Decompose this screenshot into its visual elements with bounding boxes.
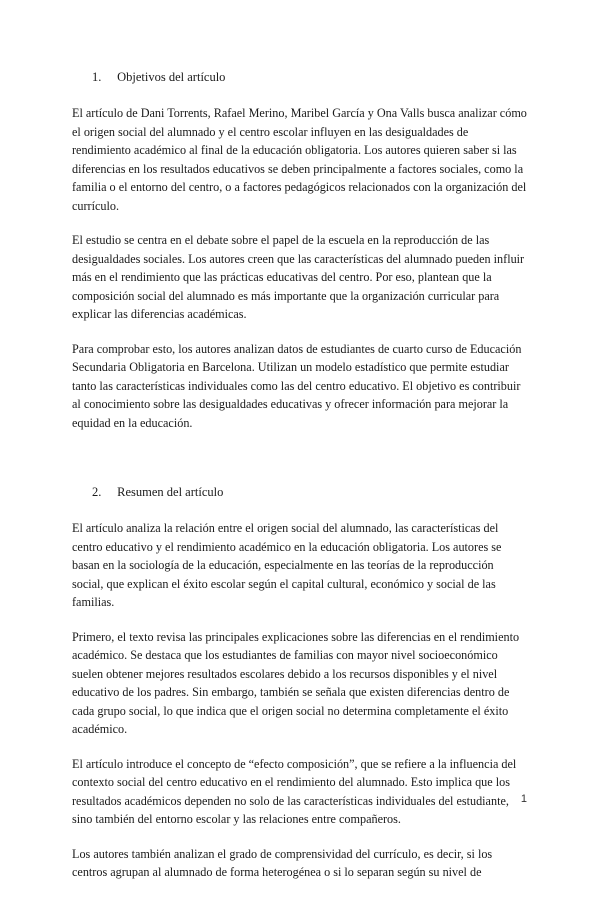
section-spacer — [72, 448, 528, 484]
section-number: 2. — [92, 485, 102, 499]
paragraph: El artículo de Dani Torrents, Rafael Merino, Maribel García y Ona Valls busca analizar cómo el origen social del alumnado y el centro escolar influyen en las desigualdades de rendimiento académico al final de la educación obligatoria. Los autores quieren saber si las diferencias en los resultados educativos se deben principalmente a factores sociales, como la familia o el entorno del centro, o a factores pedagógicos relacionados con la organización del currículo. — [72, 106, 527, 213]
paragraph: Para comprobar esto, los autores analizan datos de estudiantes de cuarto curso de Educación Secundaria Obligatoria en Barcelona. Utilizan un modelo estadístico que permite estudiar tanto las características individuales como las del centro educativo. El objetivo es contribuir al conocimiento sobre las desigualdades educativas y ofrecer información para mejorar la equidad en la educación. — [72, 341, 522, 430]
paragraph: El artículo analiza la relación entre el origen social del alumnado, las características del centro educativo y el rendimiento académico en la educación obligatoria. Los autores se basan en la sociología de la educación, especialmente en las teorías de la reproducción social, que explican el éxito escolar según el capital cultural, económico y social de las familias. — [72, 521, 502, 609]
paragraph: El estudio se centra en el debate sobre el papel de la escuela en la reproducción de las desigualdades sociales. Los autores creen que las características del alumnado pueden influir más en el rendimiento que las prácticas educativas del centro. Por eso, plantean que la composición social del alumnado es más importante que la organización curricular para explicar las diferencias académicas. — [72, 233, 525, 321]
section-title: Objetivos del artículo — [117, 70, 226, 84]
section-title: Resumen del artículo — [117, 485, 224, 499]
paragraph: El artículo introduce el concepto de “efecto composición”, que se refiere a la influencia del contexto social del centro educativo en el rendimiento del alumnado. Esto implica que los resultados académicos dependen no solo de las características individuales del estudiante, sino también del entorno escolar y las relaciones entre compañeros. — [72, 756, 517, 826]
paragraph: Primero, el texto revisa las principales explicaciones sobre las diferencias en el rendimiento académico. Se destaca que los estudiantes de familias con mayor nivel socioeconómico suelen obtener mejores resultados escolares debido a los recursos disponibles y el nivel educativo de los padres. Sin embargo, también se señala que existen diferencias dentro de cada grupo social, lo que indica que el origen social no determina completamente el éxito académico. — [72, 629, 520, 736]
document-body — [72, 69, 528, 898]
page-number: 1 — [520, 793, 527, 805]
section-heading-objetivos — [72, 69, 528, 86]
section-heading-resumen — [72, 484, 528, 501]
section-number: 1. — [92, 70, 102, 84]
paragraph: Los autores también analizan el grado de comprensividad del currículo, es decir, si los centros agrupan al alumnado de forma heterogénea o si lo separan según su nivel de — [72, 846, 493, 879]
